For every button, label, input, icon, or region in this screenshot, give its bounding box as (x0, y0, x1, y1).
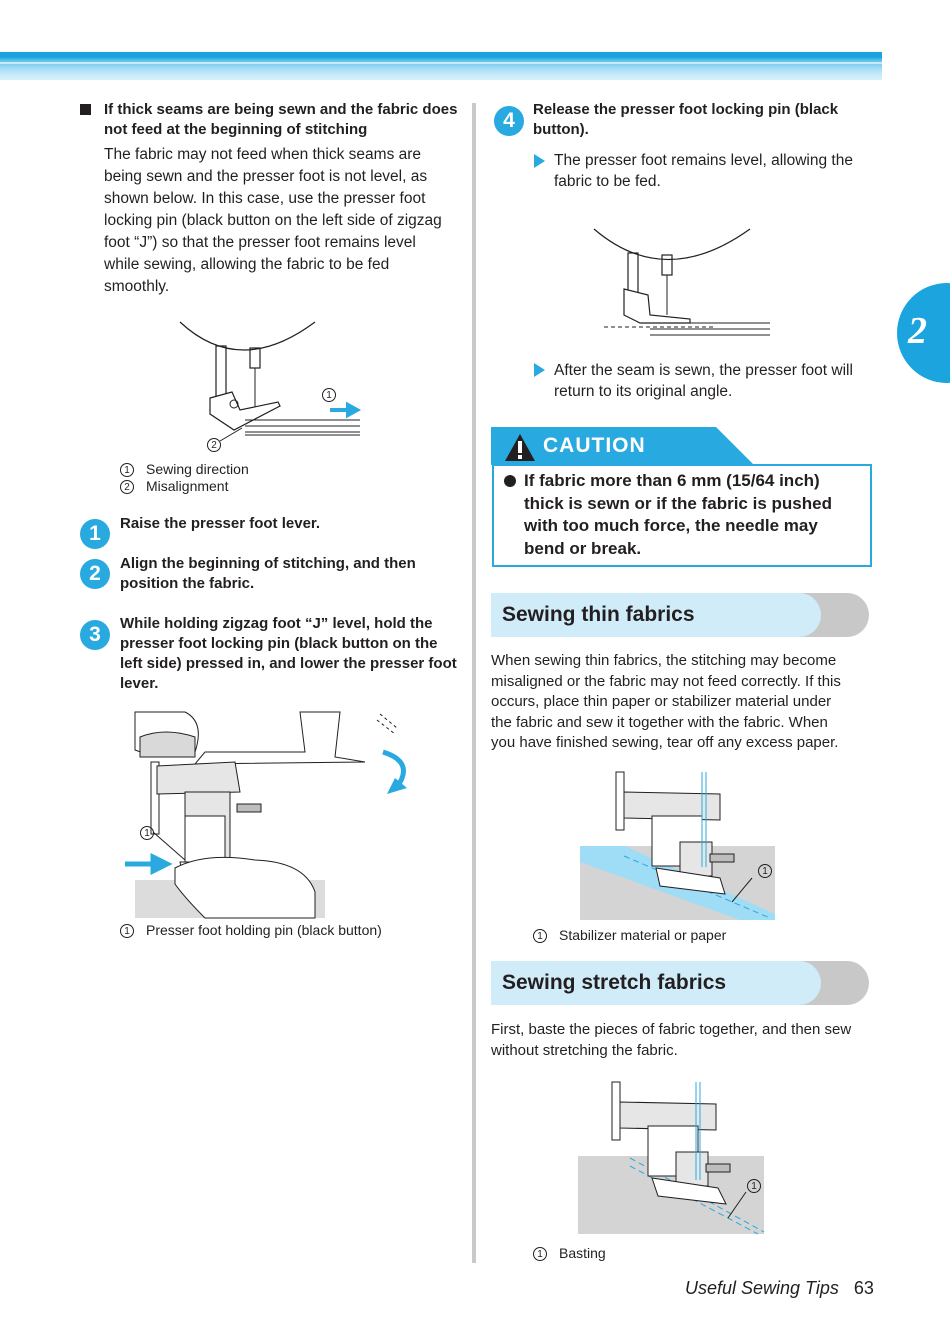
figure-stabilizer (580, 772, 780, 920)
callout-stabilizer: 1 (758, 864, 772, 878)
section-stretch-title: Sewing stretch fabrics (502, 971, 727, 994)
stretch-paragraph: First, baste the pieces of fabric together, and then sew without stretching the fabric. (491, 1021, 852, 1059)
footer (685, 1278, 874, 1299)
callout-1: 1 (322, 388, 336, 402)
page-number: 63 (853, 1278, 874, 1298)
result-arrow-icon (534, 363, 545, 377)
bullet-heading: If thick seams are being sewn and the fabric does not feed at the beginning of stitching (104, 101, 458, 138)
figure1-legend: 1 Sewing direction 2 Misalignment (120, 461, 249, 495)
figure2-legend: 1 Presser foot holding pin (black button) (120, 922, 382, 939)
header-band (0, 52, 882, 80)
step-1-text: Raise the presser foot lever. (120, 515, 321, 532)
result-1-text: The presser foot remains level, allowing the fabric to be fed. (554, 152, 853, 190)
callout-pin: 1 (140, 826, 154, 840)
step-4-marker: 4 (494, 106, 524, 136)
step-4-text: Release the presser foot locking pin (black button). (533, 101, 839, 138)
bullet-square-icon (80, 104, 91, 115)
figure-misalignment (170, 318, 370, 458)
chapter-number: 2 (908, 310, 927, 352)
intro-paragraph: The fabric may not feed when thick seams are being sewn and the presser foot is not level, as shown below. In this case, use the presser foot locking pin (black button on the left side of zigzag foot “J”) so that the presser foot remains level while sewing, allowing the fabric to be fed smoothly. (104, 146, 442, 295)
callout-2: 2 (207, 438, 221, 452)
result-2-text: After the seam is sewn, the presser foot will return to its original angle. (554, 362, 853, 400)
thin-paragraph: When sewing thin fabrics, the stitching may become misaligned or the fabric may not feed correctly. If this occurs, place thin paper or stabilizer material under the fabric and sew it together with the fabric. When you have finished sewing, tear off any excess paper. (491, 652, 841, 751)
figure-lowering-lever (125, 712, 415, 920)
caution-title: CAUTION (543, 434, 646, 457)
footer-title: Useful Sewing Tips (685, 1278, 839, 1298)
step-2-text: Align the beginning of stitching, and then position the fabric. (120, 555, 416, 592)
callout-basting: 1 (747, 1179, 761, 1193)
step-3-marker: 3 (80, 620, 110, 650)
section-thin-title: Sewing thin fabrics (502, 603, 695, 626)
figure-basting (578, 1082, 778, 1234)
figure5-legend: 1 Basting (533, 1245, 606, 1262)
section-thin-fabrics (491, 593, 869, 637)
figure4-legend: 1 Stabilizer material or paper (533, 927, 726, 944)
step-1-marker: 1 (80, 519, 110, 549)
figure-foot-level (590, 225, 780, 345)
caution-bullet-icon (504, 475, 516, 487)
caution-text: If fabric more than 6 mm (15/64 inch) thick is sewn or if the fabric is pushed with too much force, the needle may bend or break. (524, 471, 832, 558)
result-arrow-icon (534, 154, 545, 168)
step-2-marker: 2 (80, 559, 110, 589)
section-stretch-fabrics (491, 961, 869, 1005)
step-3-text: While holding zigzag foot “J” level, hold the presser foot locking pin (black button on the left side) pressed in, and lower the presser foot lever. (120, 615, 457, 692)
